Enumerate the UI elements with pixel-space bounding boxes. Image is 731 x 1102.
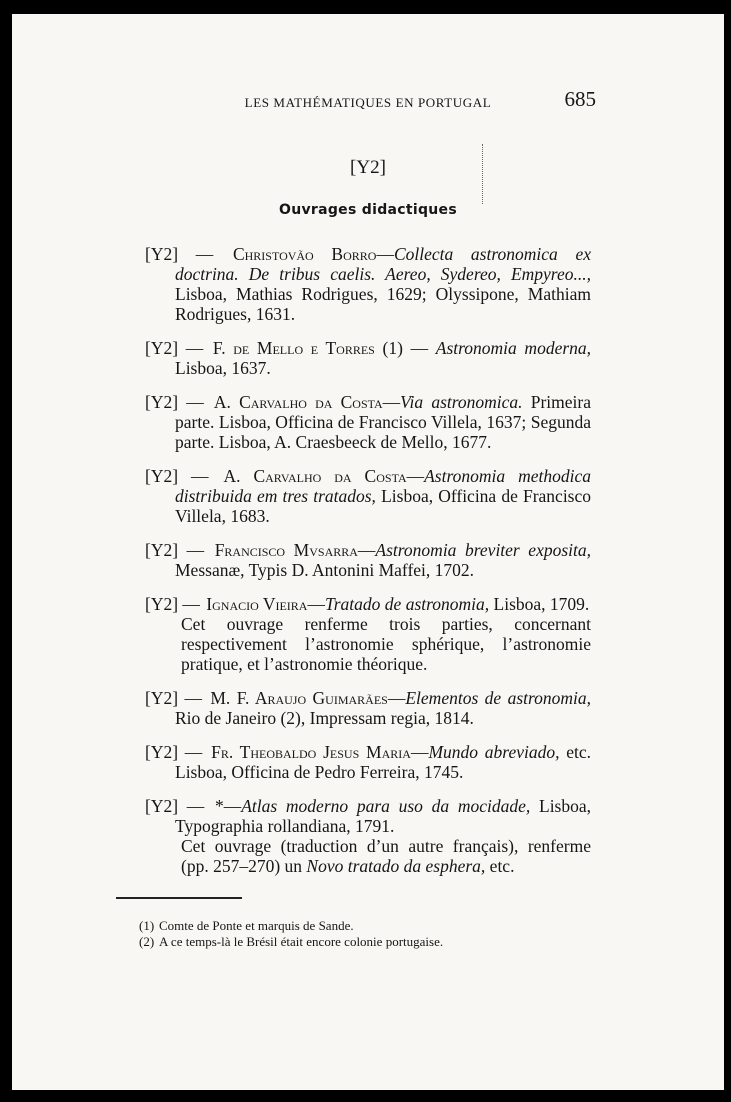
- entry-author: Ignacio Vieira: [206, 594, 308, 614]
- footnote-number: (1): [139, 918, 155, 933]
- footnote-rule: [116, 897, 242, 899]
- entry-code: [Y2] —: [145, 244, 214, 264]
- entry-imprint: Lisboa, Officina de Francisco Villela, 1683.: [175, 486, 592, 526]
- footnotes: [139, 918, 559, 950]
- bibliography-entry: [145, 540, 591, 580]
- section-mark: [Y2]: [350, 157, 386, 178]
- entry-title: Astronomia methodica distribuida em tres tratados,: [175, 466, 591, 506]
- entry-author: *: [214, 796, 224, 816]
- entry-code: [Y2] —: [145, 540, 205, 560]
- entry-title: Mundo abreviado,: [428, 742, 560, 762]
- book-page: [12, 14, 724, 1090]
- bibliography-entry: [145, 742, 591, 782]
- entry-separator: —: [410, 742, 429, 762]
- bibliography-entry: [145, 796, 591, 876]
- entry-code: [Y2] —: [145, 688, 202, 708]
- bibliography-entry: [145, 338, 591, 378]
- page-number: 685: [564, 87, 596, 111]
- entry-title: Tratado de astronomia,: [324, 594, 490, 614]
- entry-code: [Y2] —: [145, 338, 204, 358]
- note-title: Novo tratado da esphera,: [306, 856, 486, 876]
- bibliography-entry: [145, 466, 591, 526]
- entry-title: Collecta astronomica ex doctrina. De tribus caelis. Aereo, Sydereo, Empyreo...,: [175, 244, 591, 284]
- entry-separator: —: [223, 796, 242, 816]
- running-title: LES MATHÉMATIQUES EN PORTUGAL: [244, 95, 492, 110]
- entry-separator: —: [376, 244, 394, 264]
- entry-note: [181, 836, 591, 876]
- entry-imprint: Lisboa, 1709.: [493, 594, 590, 614]
- entry-imprint: Lisboa, 1637.: [175, 358, 271, 378]
- footnote: [139, 918, 559, 934]
- entry-imprint: Rio de Janeiro (2), Impressam regia, 1814.: [175, 708, 474, 728]
- entry-title: Astronomia breviter exposita,: [375, 540, 592, 560]
- footnote-ref: (1) —: [374, 338, 429, 358]
- entry-note: Cet ouvrage renferme trois parties, concernant respectivement l’astronomie sphérique, l’astronomie pratique, et l’astronomie théorique.: [181, 614, 591, 674]
- note-text-end: etc.: [489, 856, 515, 876]
- entry-separator: —: [357, 540, 376, 560]
- entry-separator: —: [382, 392, 401, 412]
- section-title: Ouvrages didactiques: [279, 202, 457, 218]
- entry-author: A. Carvalho da Costa: [223, 466, 407, 486]
- entry-code: [Y2] —: [145, 594, 200, 614]
- entry-code: [Y2] —: [145, 742, 203, 762]
- footnote-number: (2): [139, 934, 155, 949]
- bibliography-entry: [145, 244, 591, 324]
- entry-title: Astronomia moderna,: [435, 338, 592, 358]
- entry-imprint: Lisboa, Mathias Rodrigues, 1629; Olyssipone, Mathiam Rodrigues, 1631.: [175, 284, 591, 324]
- entry-separator: —: [406, 466, 425, 486]
- footnote-text: Comte de Ponte et marquis de Sande.: [159, 918, 354, 933]
- entry-author: Fr. Theobaldo Jesus Maria: [211, 742, 411, 762]
- bibliography-list: [145, 244, 591, 890]
- entry-code: [Y2] —: [145, 796, 205, 816]
- bibliography-entry: [145, 392, 591, 452]
- entry-title: Elementos de astronomia,: [405, 688, 592, 708]
- bibliography-entry: [145, 594, 591, 674]
- entry-code: [Y2] —: [145, 392, 204, 412]
- entry-author: Christovão Borro: [232, 244, 377, 264]
- entry-title: Via astronomica.: [400, 392, 523, 412]
- note-text: Cet ouvrage (traduction d’un autre français), renferme (pp. 257–270) un: [181, 836, 591, 876]
- page-header: [12, 87, 724, 118]
- footnote-text: A ce temps-là le Brésil était encore colonie portugaise.: [159, 934, 444, 949]
- entry-separator: —: [307, 594, 325, 614]
- footnote: [139, 934, 559, 950]
- entry-separator: —: [387, 688, 406, 708]
- entry-code: [Y2] —: [145, 466, 209, 486]
- entry-author: M. F. Araujo Guimarães: [210, 688, 388, 708]
- entry-author: F. de Mello e Torres: [212, 338, 375, 358]
- entry-title: Atlas moderno para uso da mocidade,: [241, 796, 531, 816]
- entry-imprint: etc. Lisboa, Officina de Pedro Ferreira, 1745.: [175, 742, 592, 782]
- entry-imprint: Primeira parte. Lisboa, Officina de Francisco Villela, 1637; Segunda parte. Lisboa, A. Craesbeeck de Mello, 1677.: [175, 392, 592, 452]
- entry-imprint: Messanæ, Typis D. Antonini Maffei, 1702.: [175, 560, 475, 580]
- entry-author: Francisco Mvsarra: [214, 540, 358, 560]
- bibliography-entry: [145, 688, 591, 728]
- entry-author: A. Carvalho da Costa: [213, 392, 383, 412]
- entry-imprint: Lisboa, Typographia rollandiana, 1791.: [175, 796, 592, 836]
